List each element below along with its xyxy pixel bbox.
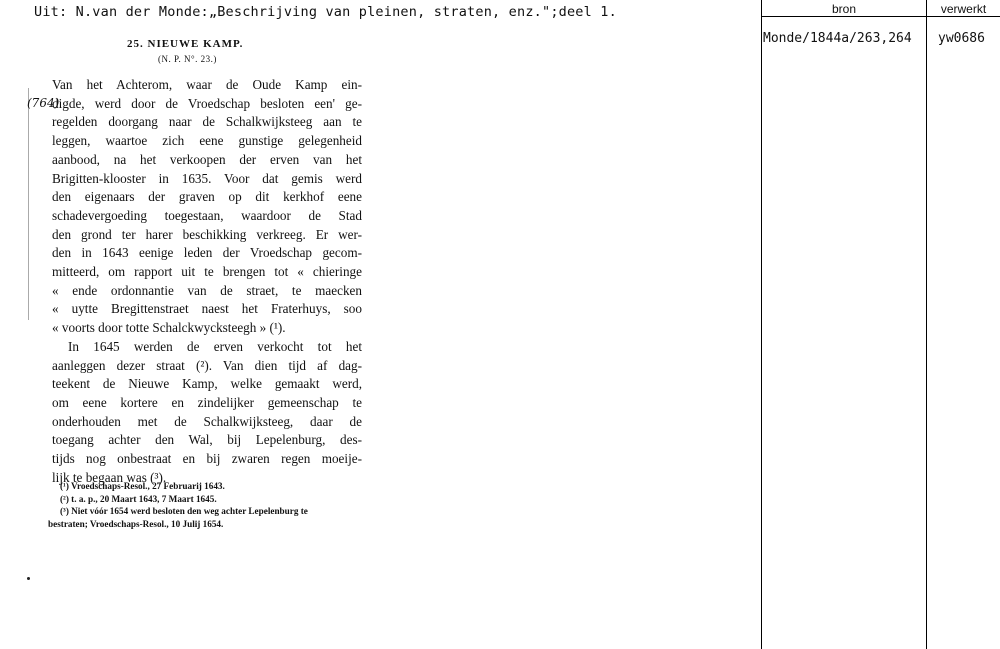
stray-dot — [27, 577, 30, 580]
table-divider-middle — [926, 0, 927, 649]
table-divider-left — [761, 0, 762, 649]
body-line: mitteerd, om rapport uit te brengen tot « chieringe — [52, 264, 362, 280]
footnote: (²) t. a. p., 20 Maart 1643, 7 Maart 1645. — [60, 493, 217, 504]
body-line: tijds nog onbestraat en bij zwaren regen moeije- — [52, 451, 362, 467]
body-paragraph — [52, 76, 362, 487]
body-line: lijk te begaan was (³). — [52, 469, 167, 485]
body-line: regelden doorgang naar de Schalkwijksteeg aan te — [52, 114, 362, 130]
body-line: Van het Achterom, waar de Oude Kamp ein- — [52, 77, 362, 92]
body-line: den eigenaars der graven op dit kerkhof eene — [52, 189, 362, 205]
body-line: « uytte Bregittenstraet naest het Fraterhuys, soo — [52, 301, 362, 317]
table-header-rule — [761, 16, 1000, 17]
section-subtitle: (N. P. N°. 23.) — [158, 54, 217, 64]
body-line: schadevergoeding toegestaan, waardoor de Stad — [52, 207, 362, 223]
footnote: bestraten; Vroedschaps-Resol., 10 Julij 1654. — [48, 518, 224, 529]
margin-rule — [28, 88, 29, 320]
body-line: den in 1643 eenige leden der Vroedschap gecom- — [52, 245, 362, 261]
body-line: leggen, waartoe zich eene gunstige gelegenheid — [52, 133, 362, 149]
body-line: onderhouden met de Schalkwijksteeg, daar de — [52, 413, 362, 429]
body-line: den grond ter harer beschikking verkreeg. Er wer- — [52, 226, 362, 242]
body-line: Brigitten-klooster in 1635. Voor dat gemis werd — [52, 170, 362, 186]
section-title: 25. NIEUWE KAMP. — [127, 38, 244, 50]
column-header-bron: bron — [831, 2, 857, 16]
margin-page-note: (764) — [27, 96, 60, 110]
body-line: teekent de Nieuwe Kamp, welke gemaakt werd, — [52, 376, 362, 392]
footnote: (¹) Vroedschaps-Resol., 27 Februarij 1643. — [60, 481, 225, 491]
body-line: « voorts door totte Schalckwycksteegh » (¹). — [52, 320, 286, 336]
cell-bron: Monde/1844a/263,264 — [763, 31, 912, 46]
column-header-verwerkt: verwerkt — [940, 2, 987, 16]
body-line: aanleggen dezer straat (²). Van dien tijd af dag- — [52, 357, 362, 373]
body-line: In 1645 werden de erven verkocht tot het — [68, 338, 362, 354]
footnote: (³) Niet vóór 1654 werd besloten den weg achter Lepelenburg te — [60, 506, 308, 517]
body-line: aanbood, na het verkoopen der erven van het — [52, 151, 362, 167]
cell-verwerkt: yw0686 — [938, 31, 985, 46]
source-header: Uit: N.van der Monde:„Beschrijving van pleinen, straten, enz.";deel 1. — [34, 4, 617, 20]
body-line: digde, werd door de Vroedschap besloten een' ge- — [52, 95, 362, 111]
body-line: « ende ordonnantie van de straet, te maecken — [52, 282, 362, 298]
body-line: toegang achter den Wal, bij Lepelenburg, des- — [52, 432, 362, 448]
footnotes — [48, 480, 360, 530]
body-line: om eene kortere en zindelijker gemeenschap te — [52, 394, 362, 410]
